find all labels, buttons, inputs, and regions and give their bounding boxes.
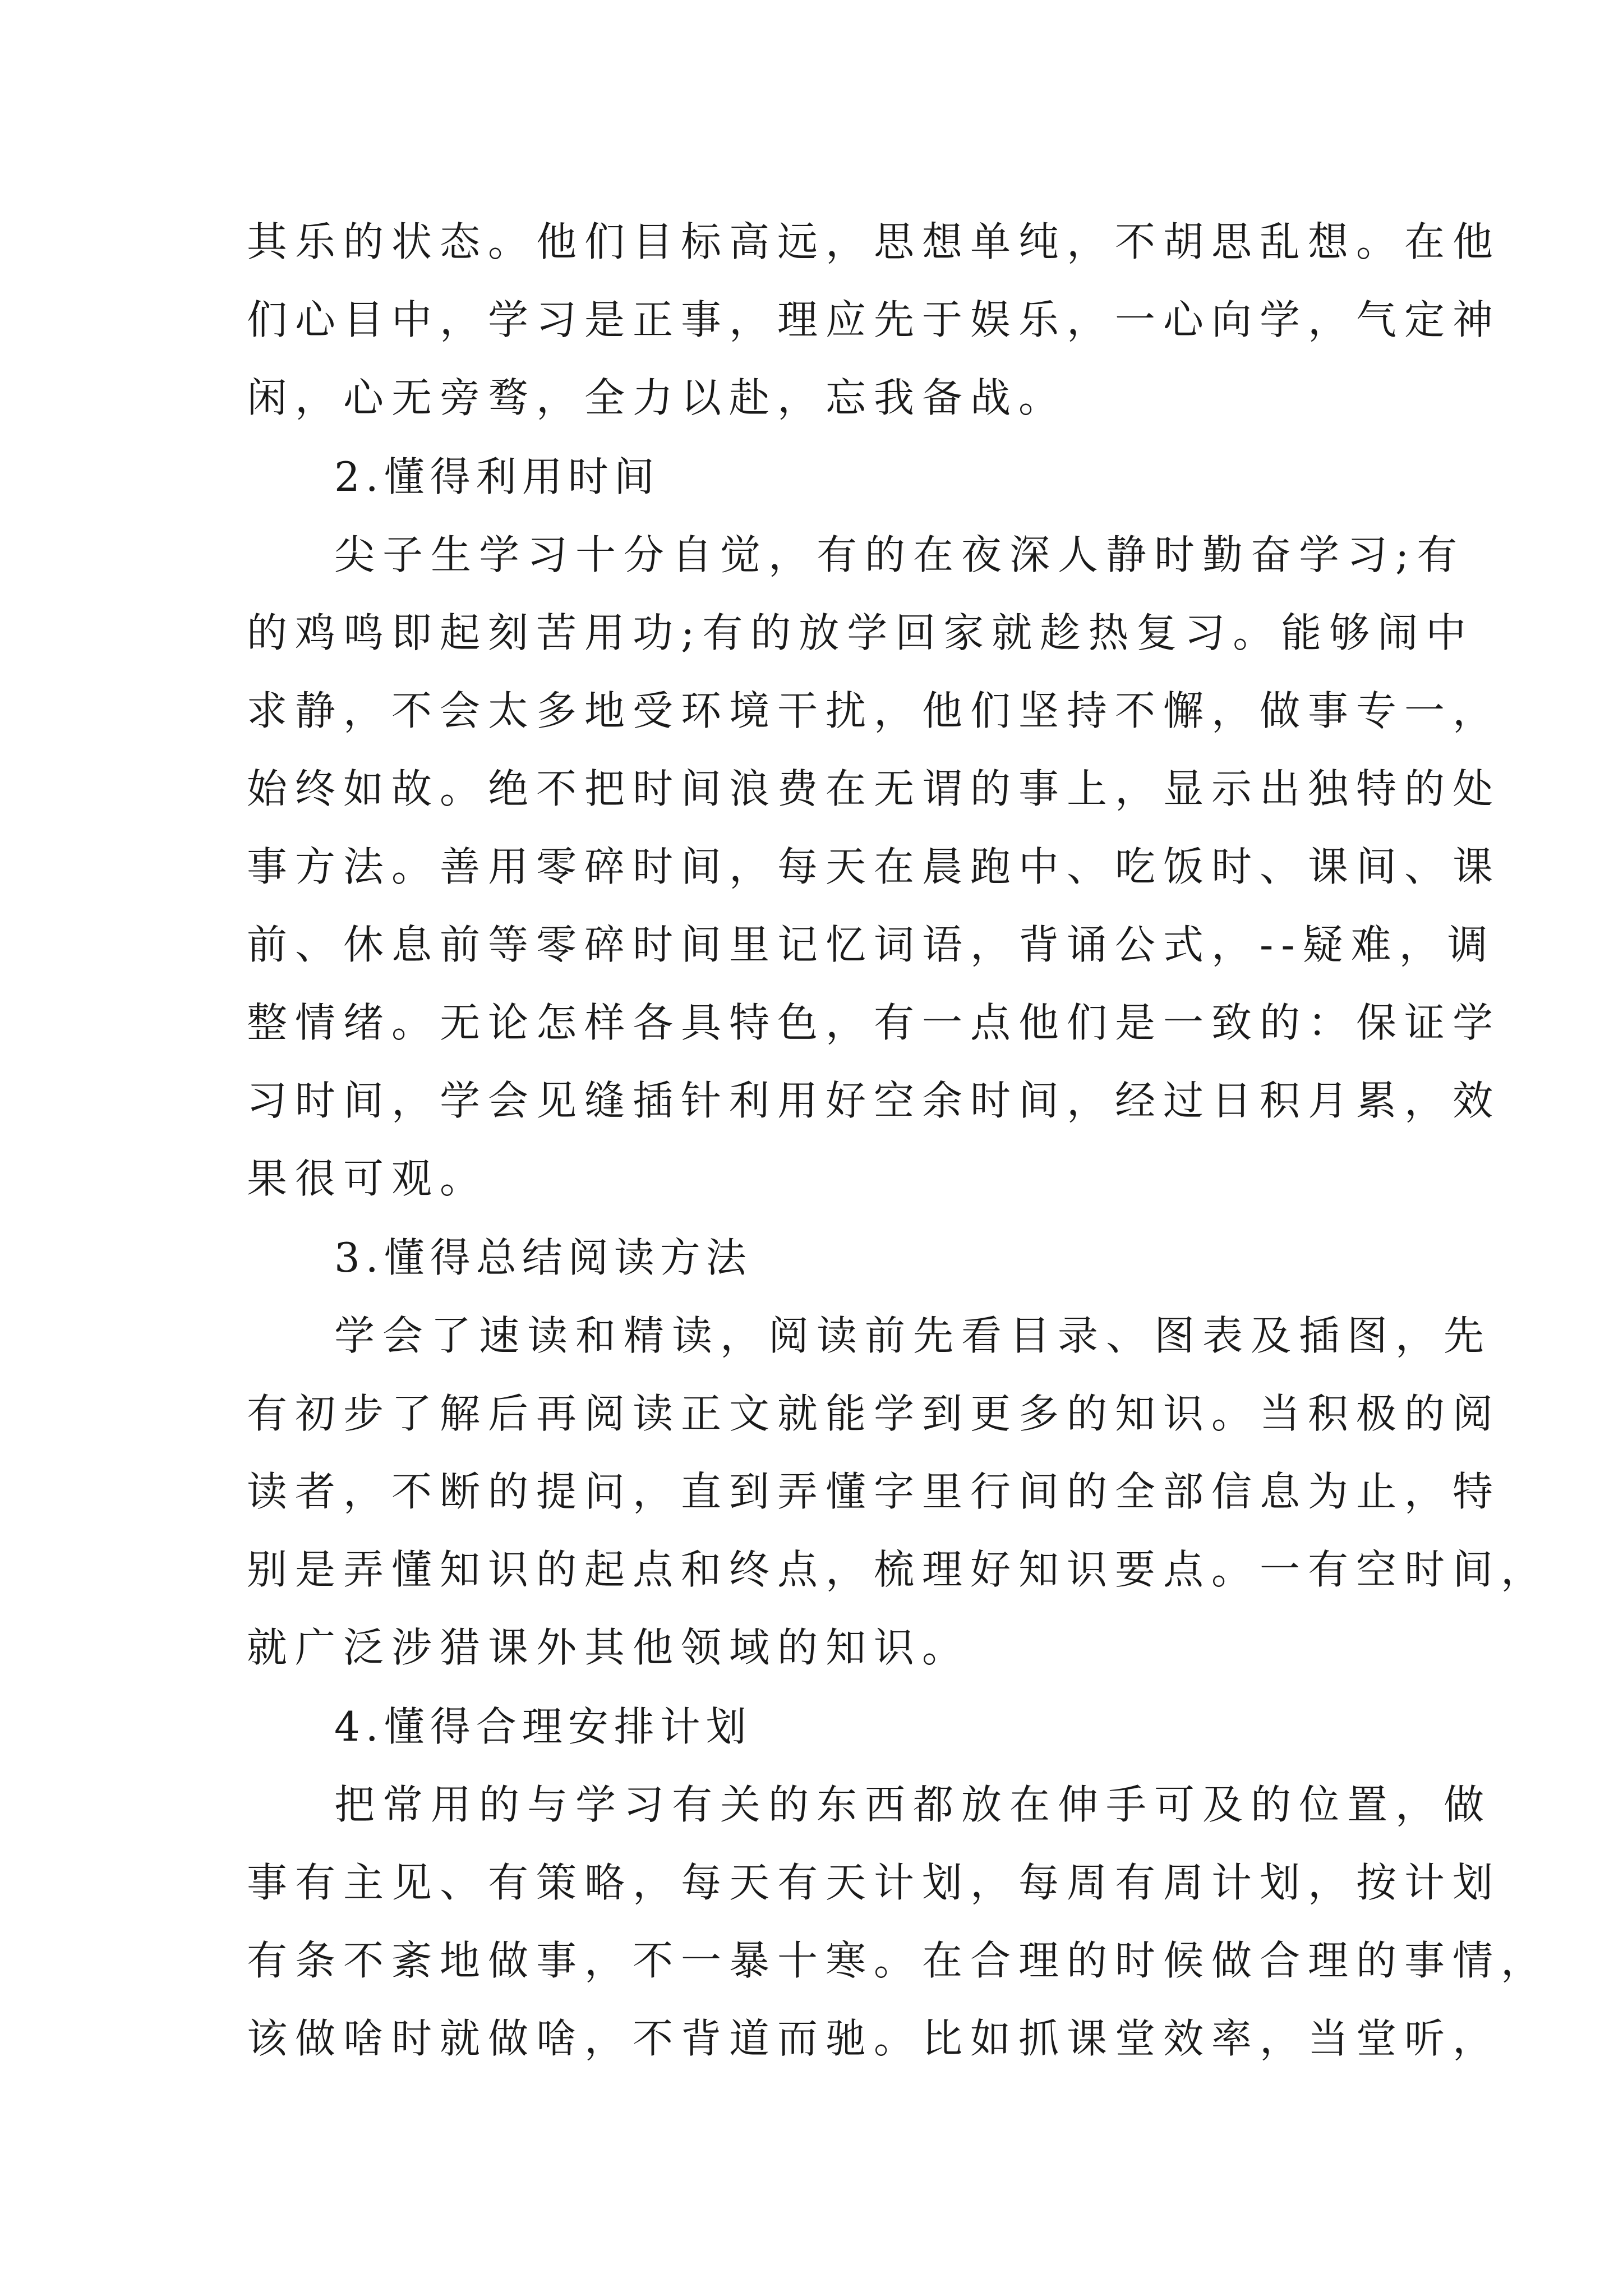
body-line: 习时间，学会见缝插针利用好空余时间，经过日积月累，效 [247, 1077, 1501, 1124]
section-heading-2: 2.懂得利用时间 [334, 453, 660, 500]
body-line: 有条不紊地做事，不一暴十寒。在合理的时候做合理的事情， [247, 1937, 1550, 1984]
body-line: 该做啥时就做啥，不背道而驰。比如抓课堂效率，当堂听， [247, 2015, 1501, 2062]
body-line: 事方法。善用零碎时间，每天在晨跑中、吃饭时、课间、课 [247, 843, 1501, 890]
body-line: 们心目中，学习是正事，理应先于娱乐，一心向学，气定神 [247, 296, 1501, 343]
body-line: 把常用的与学习有关的东西都放在伸手可及的位置，做 [334, 1781, 1492, 1828]
body-line: 别是弄懂知识的起点和终点，梳理好知识要点。一有空时间， [247, 1546, 1550, 1593]
section-heading-4: 4.懂得合理安排计划 [334, 1703, 752, 1750]
body-line: 尖子生学习十分自觉，有的在夜深人静时勤奋学习;有 [334, 531, 1465, 578]
body-line: 读者，不断的提问，直到弄懂字里行间的全部信息为止，特 [247, 1468, 1501, 1515]
body-line: 求静，不会太多地受环境干扰，他们坚持不懈，做事专一， [247, 687, 1501, 734]
body-line: 前、休息前等零碎时间里记忆词语，背诵公式，--疑难，调 [247, 921, 1496, 968]
body-line: 果很可观。 [247, 1155, 488, 1202]
body-line: 的鸡鸣即起刻苦用功;有的放学回家就趁热复习。能够闹中 [247, 609, 1474, 656]
body-line: 整情绪。无论怎样各具特色，有一点他们是一致的：保证学 [247, 999, 1501, 1046]
body-line: 闲，心无旁骛，全力以赴，忘我备战。 [247, 374, 1067, 421]
body-line: 学会了速读和精读，阅读前先看目录、图表及插图，先 [334, 1312, 1492, 1359]
body-line: 有初步了解后再阅读正文就能学到更多的知识。当积极的阅 [247, 1390, 1501, 1437]
body-line: 就广泛涉猎课外其他领域的知识。 [247, 1624, 971, 1671]
section-heading-3: 3.懂得总结阅读方法 [334, 1234, 752, 1281]
body-line: 始终如故。绝不把时间浪费在无谓的事上，显示出独特的处 [247, 765, 1501, 812]
body-line: 事有主见、有策略，每天有天计划，每周有周计划，按计划 [247, 1859, 1501, 1906]
body-line: 其乐的状态。他们目标高远，思想单纯，不胡思乱想。在他 [247, 218, 1501, 265]
